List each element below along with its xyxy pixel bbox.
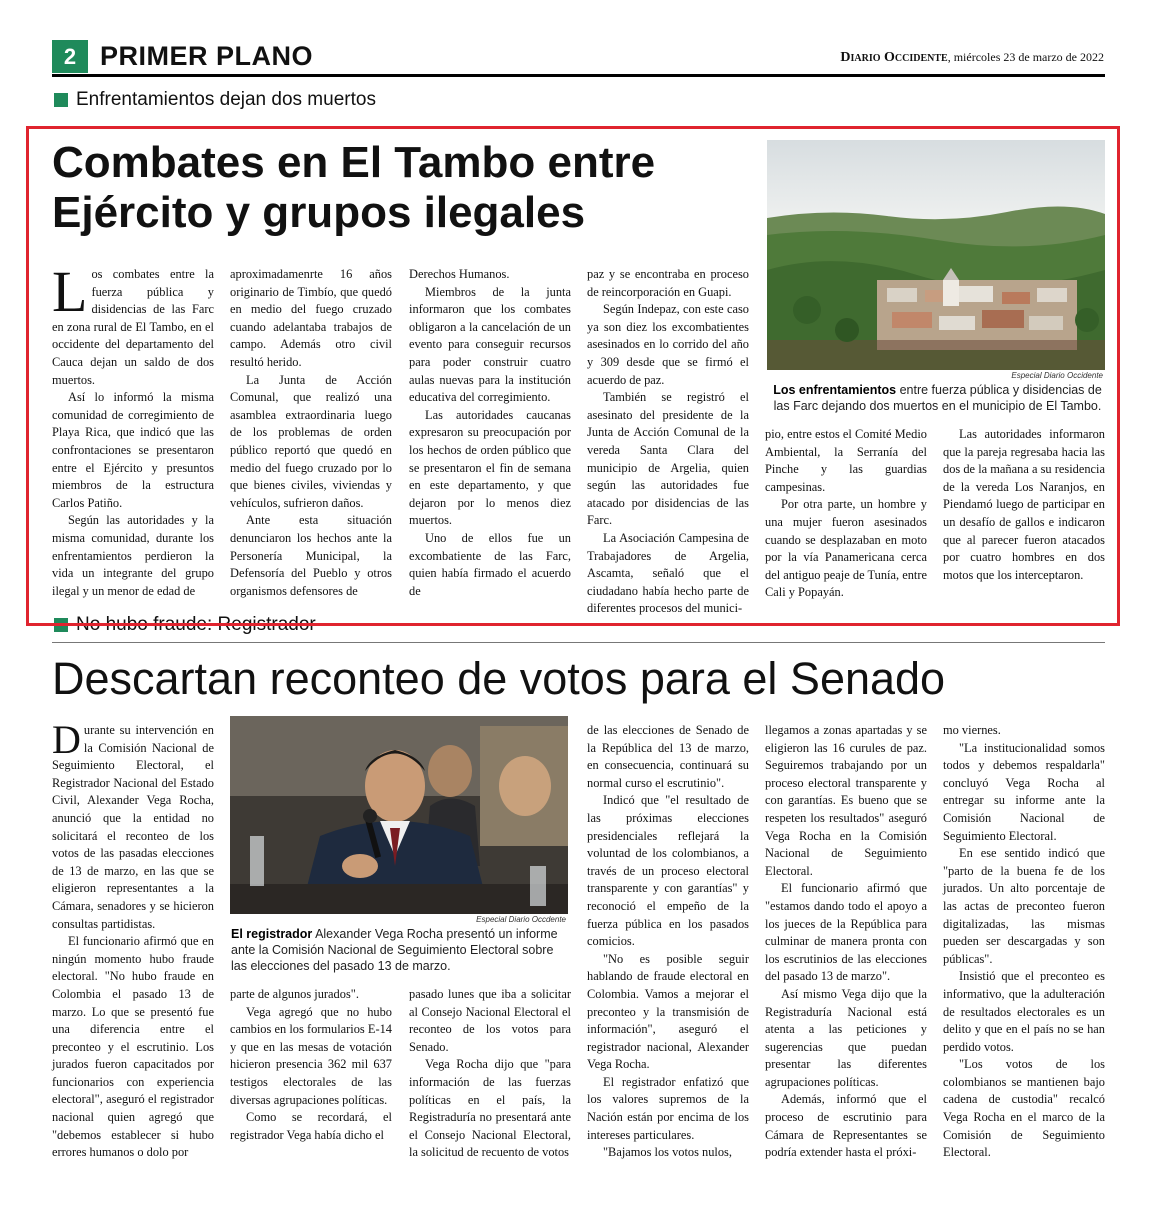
story2-kicker-text: No hubo fraude: Registrador [76,614,316,635]
story1-col4-p3: También se registró el asesinato del presidente de la Junta de Acción Comunal de la vereda Santa Clara del municipio de Argelia, quien según las autoridades fue atacado por disidencias de las Farc. [587,390,749,528]
story1-photo-credit: Especial Diario Occidente [1011,371,1103,380]
story2-col2-p2: Vega agregó que no hubo cambios en los formularios E-14 y que en las mesas de votación hicieron presencia 362 mil 637 testigos electorales de las diversas agrupaciones políticas. [230,1004,392,1107]
story2-column-3 [409,986,571,1162]
story1-col6-p1: Las autoridades informaron que la pareja regresaba hacia las dos de la mañana a su residencia de la vereda Los Naranjos, en Piendamó luego de participar en un desafío de gallos e indicaron que al parecer fueron atacados por cuatro hombres en dos motos que los interceptaron. [943,427,1105,582]
story1-col1-p1: os combates entre la fuerza pública y disidencias de las Farc en zona rural de El Tambo, en el occidente del departamento del Cauca dejan un saldo de dos muertos. [52,267,214,387]
story2-photo [230,716,568,914]
story2-col6-p2: "La institucionalidad somos todos y debemos respaldarla" concluyó Vega Rocha al entregar su informe ante la Comisión Nacional de Seguimiento Electoral. [943,740,1105,843]
story1-headline-line2: Ejército y grupos ilegales [52,187,586,237]
story2-col4-p4: El registrador enfatizó que los valores supremos de la Nación están por encima de los intereses particulares. [587,1074,749,1142]
story1-col3-p2: Miembros de la junta informaron que los combates obligaron a la cancelación de un evento para conseguir recursos para poder construir cuatro aulas nuevas para la institución educativa del corregimiento. [409,284,571,405]
story1-col4-p2: Según Indepaz, con este caso ya son diez los excombatientes asesinados en lo corrido del año y 309 desde que se firmó el acuerdo de paz. [587,302,749,387]
story1-caption-lead: Los enfrentamientos [773,383,897,397]
section-divider [52,642,1105,643]
header-rule [52,74,1105,77]
story2-headline: Descartan reconteo de votos para el Senado [52,653,946,704]
story2-dropcap: D [52,717,81,762]
story1-col5-p2: Por otra parte, un hombre y una mujer fueron asesinados cuando se desplazaban en moto por la vía Panamericana cerca del antiguo peaje de Tunía, entre Cali y Popayán. [765,497,927,600]
story2-photo-credit: Especial Diario Occdente [476,915,566,924]
story1-col4-p1: paz y se encontraba en proceso de reincorporación en Guapi. [587,267,749,299]
story1-caption-text: entre fuerza pública y disidencias de las Farc dejando dos muertos en el municipio de El Tambo. [773,383,1102,413]
story2-caption [231,926,567,974]
story1-headline-line1: Combates en El Tambo entre [52,138,656,187]
registrar-portrait-image [230,716,568,914]
story2-column-4 [587,722,749,1162]
story2-col6-p4: Insistió que el preconteo es informativo, que la adulteración de resultados electorales es un delito y que en el país no se han perdido votos. [943,969,1105,1054]
story2-column-2 [230,986,392,1144]
story2-caption-lead: El registrador [231,927,313,941]
paper-name: Diario Occidente [840,50,948,65]
story1-col4-p4: La Asociación Campesina de Trabajadores de Argelia, Ascamta, señaló que el ciudadano había hecho parte de diferentes procesos del munici- [587,530,749,616]
story2-caption-text: Alexander Vega Rocha presentó un informe ante la Comisión Nacional de Seguimiento Electoral sobre las elecciones del pasado 13 de marzo. [231,927,558,973]
story2-col4-p3: "No es posible seguir hablando de fraude electoral en Colombia. Vamos a mejorar el preconteo y la transmisión de información", aseguró el registrador nacional, Alexander Vega Rocha. [587,951,749,1072]
section-title: PRIMER PLANO [100,41,314,71]
story1-col5-p1: pio, entre estos el Comité Medio Ambiental, la Serranía del Pinche y las guardias campesinas. [765,427,927,494]
story1-col1-p2: Así lo informó la misma comunidad de corregimiento de Playa Rica, que indicó que las confrontaciones se presentaron entre el Ejército y presuntos miembros de la estructura Carlos Patiño. [52,390,214,510]
story2-col5-p1: llegamos a zonas apartadas y se eligieron las 16 curules de paz. Seguiremos trabajando por un proceso electoral transparente y con garantías. Es bueno que se respeten los resultados" aseguró Vega Rocha en la Comisión Nacional de Seguimiento Electoral. [765,723,927,878]
story1-kicker-text: Enfrentamientos dejan dos muertos [76,89,376,110]
story2-col4-p5: "Bajamos los votos nulos, [603,1145,732,1160]
story2-column-1 [52,717,214,1162]
story2-col4-p1: de las elecciones de Senado de la República del 13 de marzo, en consecuencia, continuará su normal curso el escrutinio". [587,723,749,790]
story2-col6-p3: En ese sentido indicó que "parto de la buena fe de los jurados. Un alto porcentaje de las actas de preconteo fueron digitalizadas, las mismas pueden ser descargadas y son públicas". [943,846,1105,966]
masthead-line [840,50,1104,66]
story1-kicker [54,89,376,111]
page-number: 2 [52,40,88,73]
story2-column-5 [765,722,927,1162]
story2-col3-p2: Vega Rocha dijo que "para información de las fuerzas políticas en el país, la Registraduría no presentará ante el Consejo Nacional Electoral, la solicitud de recuento de votos [409,1057,571,1160]
story1-col2-p3: Ante esta situación denunciaron los hechos ante la Personería Municipal, la Defensoría del Pueblo y otros organismos defensores de [230,513,392,598]
story1-col3-p1: Derechos Humanos. [409,267,510,281]
story1-col2-p2: La Junta de Acción Comunal, que realizó una asamblea extraordinaria luego de los problemas de orden público reportó que quedó en medio del fuego cruzado por lo que bienes civiles, viviendas y vehículos, sufrieron daños. [230,372,392,510]
story1-col2-p1: aproximadamenrte 16 años originario de Timbío, que quedó en medio del fuego cruzado cuando adelantaba trabajos de campo. Además otro civil resultó herido. [230,267,392,369]
story2-col6-p5: "Los votos de los colombianos se mantienen bajo cadena de custodia" recalcó Vega Rocha en el marco de la Comisión de Seguimiento Electoral. [943,1057,1105,1160]
story2-col5-p2: El funcionario afirmó que "estamos dando todo el apoyo a los jueces de la República para culminar de manera pronta con los escrutinios de las elecciones del pasado 13 de marzo". [765,881,927,984]
story2-column-6 [943,722,1105,1162]
story2-col1-p1: urante su intervención en la Comisión Nacional de Seguimiento Electoral, el Registrador Nacional del Estado Civil, Alexander Vega Rocha, anunció que la entidad no solicitará el reconteo de los votos de las pasadas elecciones de 13 de marzo, en las que se eligieron representantes a la Cámara, senadores y se hicieron consultas partidistas. [52,723,214,931]
story1-col3-p4: Uno de ellos fue un excombatiente de las Farc, quien había firmado el acuerdo de [409,530,571,598]
kicker-square-icon [54,93,68,107]
story1-col1-p3: Según las autoridades y la misma comunidad, durante los enfrentamientos perdieron la vida un integrante del grupo ilegal y un menor de edad de [52,513,214,598]
story2-col2-p3: Como se recordará, el registrador Vega había dicho el [230,1110,392,1142]
story2-col4-p2: Indicó que "el resultado de las próximas elecciones presidenciales reflejará la voluntad de los colombianos, a través de un proceso electoral transparente y con garantías" y reconoció el empeño de la fuerza pública en los pasados comicios. [587,793,749,949]
story2-col1-p2: El funcionario afirmó que en ningún momento hubo fraude electoral. "No hubo fraude en Colombia el pasado 13 de marzo. Lo que se presentó fue una diferencia entre el preconteo y el escrutinio. Los jurados fueron capacitados por funcionarios con experiencia electoral", aseguró el registrador nacional quien agregó que "debemos establecer si hubo errores humanos o dolo por [52,934,214,1160]
story1-dropcap: L [52,259,88,324]
highlight-frame [26,126,1120,626]
story1-col3-p3: Las autoridades caucanas expresaron su preocupación por los hechos de orden público que se presentaron el fin de semana en este departamento, y que dejaron por lo menos diez muertos. [409,407,571,528]
story2-col3-p1: pasado lunes que iba a solicitar al Consejo Nacional Electoral el reconteo de los votos para Senado. [409,987,571,1054]
issue-date: , miércoles 23 de marzo de 2022 [947,50,1104,64]
story2-col5-p3: Así mismo Vega dijo que la Registraduría Nacional está atenta a las peticiones y sugerencias que puedan presentar las diferentes agrupaciones políticas. [765,986,927,1089]
story2-col2-p1: parte de algunos jurados". [230,987,359,1001]
story2-col6-p1: mo viernes. [943,723,1001,737]
story2-col5-p4: Además, informó que el proceso de escrutinio para Cámara de Representantes se podría extender hasta el próxi- [765,1092,927,1160]
